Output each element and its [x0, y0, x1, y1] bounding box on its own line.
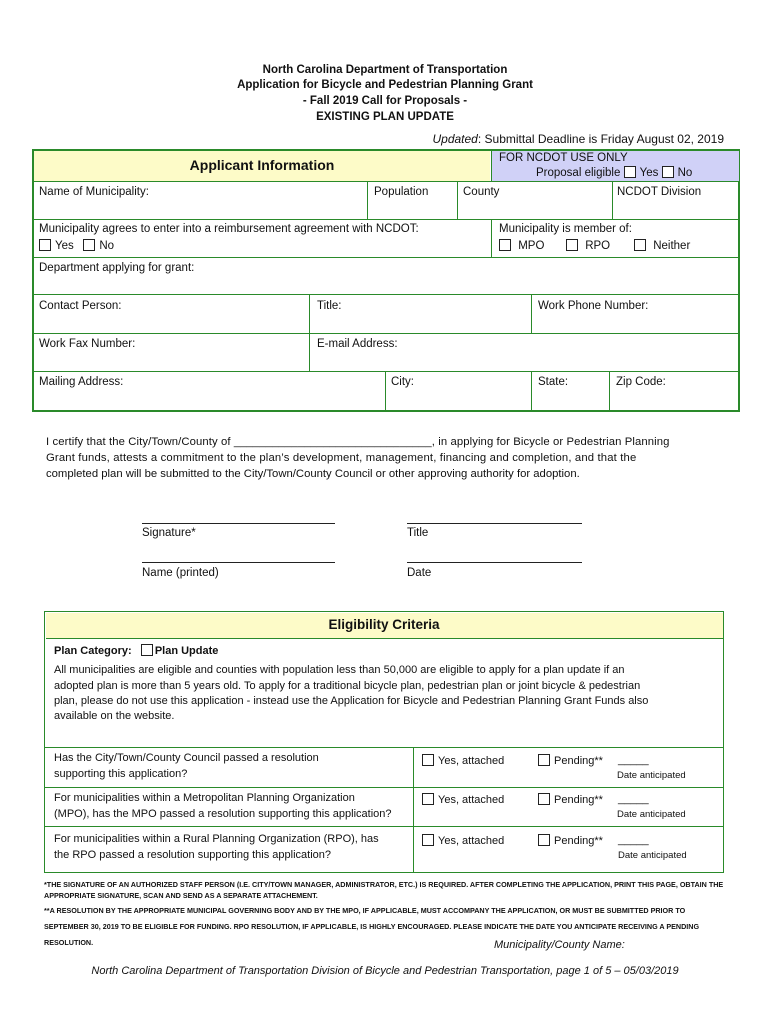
divider — [34, 294, 738, 295]
divider — [609, 371, 610, 410]
divider — [413, 747, 414, 872]
divider — [34, 181, 738, 182]
mpo-label: MPO — [518, 240, 545, 252]
q3-yes-label: Yes, attached — [438, 835, 505, 847]
proposal-eligible-label: Proposal eligible — [536, 167, 621, 179]
divider — [531, 294, 532, 333]
eligible-yes-checkbox[interactable] — [624, 166, 636, 178]
plan-update-label: Plan Update — [154, 645, 219, 657]
reimbursement-no-label: No — [99, 240, 115, 252]
divider — [45, 787, 723, 788]
q2-yes-checkbox[interactable] — [422, 793, 434, 805]
state-field[interactable]: State: — [538, 376, 569, 388]
header-line-1: North Carolina Department of Transportation — [262, 64, 508, 76]
neither-label: Neither — [653, 240, 691, 252]
mpo-checkbox[interactable] — [499, 239, 511, 251]
reimbursement-no-checkbox[interactable] — [83, 239, 95, 251]
proposal-eligible-row — [536, 166, 692, 179]
q1-pending-option — [538, 754, 603, 767]
eligible-no-label: No — [677, 167, 693, 179]
eligible-yes-label: Yes — [639, 167, 659, 179]
name-printed-label: Name (printed) — [142, 567, 219, 579]
plan-category-label: Plan Category: — [54, 645, 132, 657]
footnote-2-line-3: RESOLUTION. — [44, 938, 94, 947]
divider — [309, 294, 310, 371]
q2-date-anticipated: Date anticipated — [617, 809, 686, 820]
rpo-label: RPO — [585, 240, 611, 252]
neither-checkbox[interactable] — [634, 239, 646, 251]
eligibility-desc-2: adopted plan is more than 5 years old. To apply for a traditional bicycle plan, pedestrian plan or joint bicycle & pedestrian — [54, 680, 641, 692]
rpo-checkbox[interactable] — [566, 239, 578, 251]
signature-line[interactable] — [142, 523, 335, 524]
footnote-1-line-2: APPROPRIATE SIGNATURE, SCAN AND SEND AS A SEPARATE ATTACHEMENT. — [44, 891, 318, 900]
q1-date-blank[interactable]: _____ — [618, 754, 649, 766]
contact-person-field[interactable]: Contact Person: — [39, 300, 122, 312]
header-line-4: EXISTING PLAN UPDATE — [316, 111, 454, 123]
mailing-address-field[interactable]: Mailing Address: — [39, 376, 124, 388]
q3-yes-option — [422, 834, 504, 847]
q1-yes-label: Yes, attached — [438, 755, 505, 767]
population-field[interactable]: Population — [374, 186, 429, 198]
divider — [385, 371, 386, 410]
q2-yes-label: Yes, attached — [438, 794, 505, 806]
ncdot-division-field[interactable]: NCDOT Division — [617, 186, 702, 198]
city-field[interactable]: City: — [391, 376, 414, 388]
q1-date-anticipated: Date anticipated — [617, 770, 686, 781]
member-mpo-option — [499, 239, 544, 252]
question-1-line-2: supporting this application? — [54, 768, 188, 780]
divider — [457, 181, 458, 219]
question-3-line-1: For municipalities within a Rural Planning Organization (RPO), has — [54, 833, 379, 845]
header-line-2: Application for Bicycle and Pedestrian Planning Grant — [237, 79, 533, 91]
footnote-2-line-1: **A RESOLUTION BY THE APPROPRIATE MUNICIPAL GOVERNING BODY AND BY THE MPO, IF APPLICABLE, MUST ACCOMPANY THE APPLICATION, OR MUST BE SUBMITTED PRIOR TO — [44, 906, 686, 915]
q1-yes-option — [422, 754, 504, 767]
reimbursement-yes-label: Yes — [55, 240, 74, 252]
certification-line-2: Grant funds, attests a commitment to the plan’s development, management, financing and completion, and that the — [46, 452, 637, 464]
q2-yes-option — [422, 793, 504, 806]
date-label: Date — [407, 567, 432, 579]
divider — [34, 219, 738, 220]
divider — [367, 181, 368, 219]
q2-pending-checkbox[interactable] — [538, 793, 550, 805]
q3-date-anticipated: Date anticipated — [618, 850, 687, 861]
title-field[interactable]: Title: — [317, 300, 342, 312]
name-printed-line[interactable] — [142, 562, 335, 563]
q1-pending-label: Pending** — [554, 755, 603, 767]
question-2-line-2: (MPO), has the MPO passed a resolution supporting this application? — [54, 808, 392, 820]
page-footer: North Carolina Department of Transportation Division of Bicycle and Pedestrian Transportation, page 1 of 5 – 05/03/2019 — [91, 965, 679, 977]
eligibility-desc-3: plan, please do not use this application - instead use the Application for Bicycle and Pedestrian Planning Grant Funds also — [54, 695, 649, 707]
header-line-3: - Fall 2019 Call for Proposals - — [302, 95, 468, 107]
question-3-line-2: the RPO passed a resolution supporting this application? — [54, 849, 332, 861]
email-field[interactable]: E-mail Address: — [317, 338, 398, 350]
plan-category-row — [54, 644, 218, 657]
eligibility-desc-1: All municipalities are eligible and counties with population less than 50,000 are eligible to apply for a plan update if an — [54, 664, 625, 676]
signature-label: Signature* — [142, 527, 196, 539]
divider — [45, 826, 723, 827]
county-field[interactable]: County — [463, 186, 500, 198]
municipality-county-name-field[interactable]: Municipality/County Name: — [494, 939, 625, 951]
zip-code-field[interactable]: Zip Code: — [616, 376, 666, 388]
certification-line-3: completed plan will be submitted to the City/Town/County Council or other approving authority for adoption. — [46, 468, 580, 480]
name-of-municipality-field[interactable]: Name of Municipality: — [39, 186, 149, 198]
updated-text: : Submittal Deadline is Friday August 02, 2019 — [477, 132, 724, 146]
divider — [612, 181, 613, 219]
divider — [34, 257, 738, 258]
eligibility-title: Eligibility Criteria — [328, 617, 440, 632]
reimbursement-agreement-label: Municipality agrees to enter into a reimbursement agreement with NCDOT: — [39, 223, 419, 235]
q1-yes-checkbox[interactable] — [422, 754, 434, 766]
q3-yes-checkbox[interactable] — [422, 834, 434, 846]
title-line[interactable] — [407, 523, 582, 524]
question-2-line-1: For municipalities within a Metropolitan Planning Organization — [54, 792, 355, 804]
reimbursement-yes-checkbox[interactable] — [39, 239, 51, 251]
title-label: Title — [407, 527, 429, 539]
work-fax-field[interactable]: Work Fax Number: — [39, 338, 136, 350]
divider — [531, 371, 532, 410]
q1-pending-checkbox[interactable] — [538, 754, 550, 766]
submittal-deadline — [432, 132, 724, 146]
divider — [491, 219, 492, 257]
ncdot-use-only: FOR NCDOT USE ONLY — [499, 152, 628, 164]
question-1-line-1: Has the City/Town/County Council passed a resolution — [54, 752, 319, 764]
date-line[interactable] — [407, 562, 582, 563]
eligibility-desc-4: available on the website. — [54, 710, 175, 722]
q3-pending-label: Pending** — [554, 835, 603, 847]
q3-pending-checkbox[interactable] — [538, 834, 550, 846]
updated-prefix: Updated — [432, 132, 478, 146]
q2-date-blank[interactable]: _____ — [618, 793, 649, 805]
footnote-2-line-2: SEPTEMBER 30, 2019 TO BE ELIGIBLE FOR FUNDING. RPO RESOLUTION, IF APPLICABLE, IS HIGHLY ENCOURAGED. PLEASE INDICATE THE DATE YOU ANTICIPATE RECEIVING A PENDING — [44, 922, 700, 931]
q3-date-blank[interactable]: _____ — [618, 834, 649, 846]
divider — [45, 747, 723, 748]
q2-pending-label: Pending** — [554, 794, 603, 806]
eligible-no-checkbox[interactable] — [662, 166, 674, 178]
member-rpo-option — [566, 239, 610, 252]
divider — [34, 333, 738, 334]
q3-pending-option — [538, 834, 603, 847]
work-phone-field[interactable]: Work Phone Number: — [538, 300, 649, 312]
reimbursement-options — [39, 239, 114, 252]
divider — [34, 371, 738, 372]
certification-line-1: I certify that the City/Town/County of _______________________________, in applying for Bicycle or Pedestrian Planning — [46, 436, 670, 448]
footnote-1-line-1: *THE SIGNATURE OF AN AUTHORIZED STAFF PERSON (I.E. CITY/TOWN MANAGER, ADMINISTRATOR, ETC.) IS REQUIRED. AFTER COMPLETING THE APPLICATION, PRINT THIS PAGE, OBTAIN THE — [44, 880, 724, 889]
plan-update-checkbox[interactable] — [141, 644, 153, 656]
member-of-label: Municipality is member of: — [499, 223, 632, 235]
department-field[interactable]: Department applying for grant: — [39, 262, 195, 274]
member-neither-option — [634, 239, 690, 252]
q2-pending-option — [538, 793, 603, 806]
applicant-title: Applicant Information — [189, 157, 335, 173]
